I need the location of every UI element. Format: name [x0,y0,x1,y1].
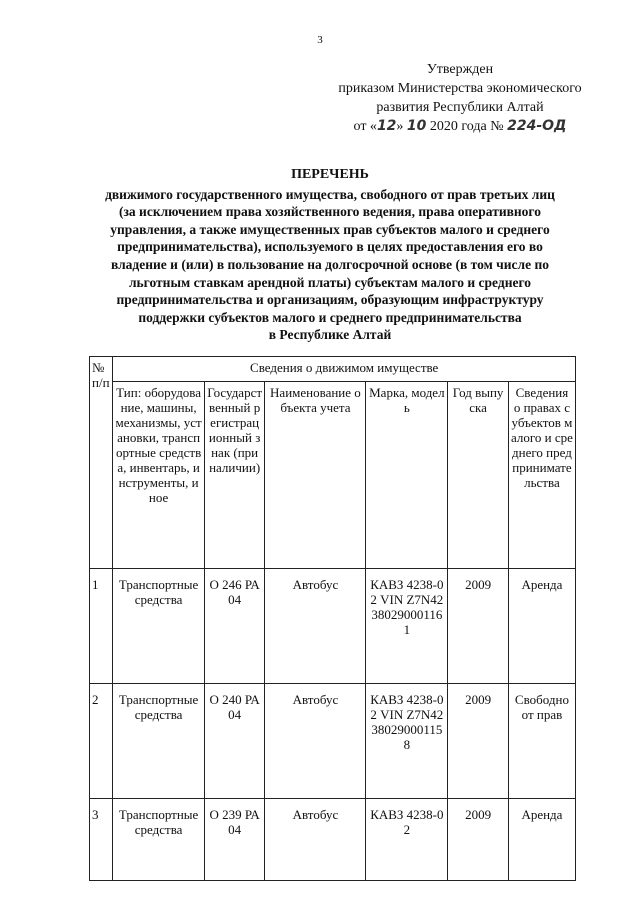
cell-model: КАВЗ 4238-02 [366,799,448,881]
column-header-name: Наименование объекта учета [265,382,366,569]
approval-line-2: приказом Министерства экономического [338,81,582,96]
page-number: 3 [317,34,323,46]
approval-stamp [300,60,620,136]
cell-name: Автобус [265,684,366,799]
date-suffix: 2020 года № [426,119,508,134]
table-row [90,799,576,881]
cell-rights: Аренда [508,799,575,881]
cell-model: КАВЗ 4238-02 VIN Z7N4238029000116 1 [366,569,448,684]
title-line: движимого государственного имущества, свободного от прав третьих лиц [105,186,555,202]
column-header-year: Год выпуска [448,382,509,569]
cell-year: 2009 [448,799,509,881]
row-number: 2 [90,684,113,799]
date-mid: » [396,119,407,134]
cell-type: Транспортные средства [113,684,204,799]
title-line: управления, а также имущественных прав субъектов малого и среднего [110,221,550,237]
title-line: (за исключением права хозяйственного ведения, права оперативного [119,204,541,220]
table-row [90,684,576,799]
title-heading: ПЕРЕЧЕНЬ [291,167,369,182]
cell-type: Транспортные средства [113,799,204,881]
date-prefix: от « [353,119,377,134]
cell-name: Автобус [265,569,366,684]
order-number: 224-ОД [507,118,567,134]
column-header-reg-sign: Государственный регистрационный знак (при наличии) [204,382,265,569]
cell-name: Автобус [265,799,366,881]
title-line: льготным ставкам арендной платы) субъектам малого и среднего [128,274,532,290]
cell-model: КАВЗ 4238-02 VIN Z7N4238029000115 8 [366,684,448,799]
title-line: в Республике Алтай [268,327,392,343]
title-line: предпринимательства и организациям, образующим инфраструктуру [116,292,544,308]
column-header-type: Тип: оборудование, машины, механизмы, установки, транспортные средства, инвентарь, инструменты, иное [113,382,204,569]
cell-year: 2009 [448,684,509,799]
approval-line-3: развития Республики Алтай [376,100,544,115]
column-group-header: Сведения о движимом имуществе [113,357,576,382]
table-subheader-row [90,382,576,569]
cell-year: 2009 [448,569,509,684]
title-line: предпринимательства), используемого в целях предоставления его во [117,239,543,255]
column-header-model: Марка, модель [366,382,448,569]
approval-date-line [300,117,620,136]
cell-rights: Свободно от прав [508,684,575,799]
property-table [89,356,576,881]
row-number: 3 [90,799,113,881]
cell-reg-sign: О 239 РА 04 [204,799,265,881]
cell-reg-sign: О 246 РА 04 [204,569,265,684]
cell-reg-sign: О 240 РА 04 [204,684,265,799]
date-day: 12 [376,118,397,134]
table-row [90,569,576,684]
approval-line-1: Утвержден [426,62,494,77]
cell-rights: Аренда [508,569,575,684]
table-header-row [90,357,576,382]
date-month: 10 [406,118,427,134]
title-line: поддержки субъектов малого и среднего предпринимательства [138,309,522,325]
column-header-rights: Сведения о правах субъектов малого и среднего предпринимательства [508,382,575,569]
row-number: 1 [90,569,113,684]
title-line: владение и (или) в пользование на долгосрочной основе (в том числе по [110,256,550,272]
document-title [70,166,590,344]
cell-type: Транспортные средства [113,569,204,684]
column-header-number: № п/п [90,357,113,569]
